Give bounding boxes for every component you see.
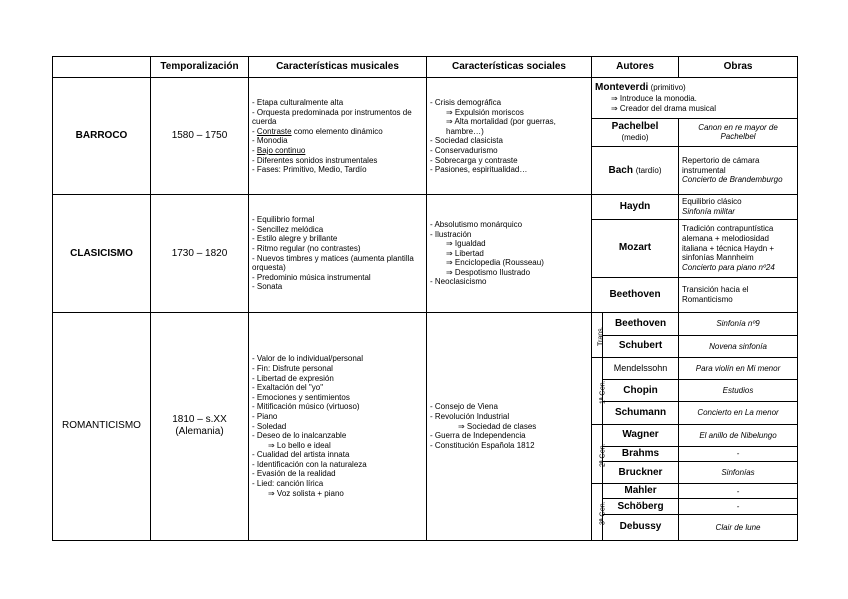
header-autores: Autores: [592, 57, 679, 78]
music-periods-table: [52, 56, 798, 541]
author-schoberg: Schöberg: [603, 499, 679, 514]
clasicismo-musical: - Equilibrio formal - Sencillez melódica - Estilo alegre y brillante - Ritmo regular (no contrastes) - Nuevos timbres y matices (aumenta plantilla orquesta) - Predominio música instrumental - Sonata: [249, 195, 427, 312]
era-barroco: BARROCO: [53, 78, 151, 195]
author-chopin: Chopin: [603, 380, 679, 402]
header-obras: Obras: [679, 57, 798, 78]
clasicismo-social: - Absolutismo monárquico - Ilustración ⇒ Igualdad ⇒ Libertad ⇒ Enciclopedia (Rousseau) ⇒ Despotismo Ilustrado - Neoclasicismo: [427, 195, 592, 312]
barroco-social: - Crisis demográfica ⇒ Expulsión moriscos ⇒ Alta mortalidad (por guerras, hambre…) - Sociedad clasicista - Conservadurismo - Sobrecarga y contraste - Pasiones, espiritualidad…: [427, 78, 592, 195]
barroco-period: 1580 – 1750: [151, 78, 249, 195]
author-brahms: Brahms: [603, 446, 679, 461]
header-temporalizacion: Temporalización: [151, 57, 249, 78]
work-beethoven: Sinfonía nº9: [679, 312, 798, 335]
author-mozart: Mozart: [592, 219, 679, 278]
group-trans: Trans.: [592, 312, 603, 357]
author-haydn: Haydn: [592, 195, 679, 219]
work-debussy: Clair de lune: [679, 514, 798, 540]
work-bach: Repertorio de cámara instrumental Concierto de Brandemburgo: [679, 146, 798, 195]
header-caracteristicas-sociales: Características sociales: [427, 57, 592, 78]
work-pachelbel: Canon en re mayor de Pachelbel: [679, 118, 798, 146]
group-3-gen: 3ª Gen.: [592, 484, 603, 541]
header-caracteristicas-musicales: Características musicales: [249, 57, 427, 78]
work-chopin: Estudios: [679, 380, 798, 402]
work-mendelssohn: Para violín en Mi menor: [679, 358, 798, 380]
author-schubert: Schubert: [603, 335, 679, 357]
work-mahler: -: [679, 484, 798, 499]
author-beethoven-clasicismo: Beethoven: [592, 278, 679, 312]
author-schumann: Schumann: [603, 402, 679, 424]
author-wagner: Wagner: [603, 424, 679, 446]
header-era: [53, 57, 151, 78]
header-row: [53, 57, 798, 78]
work-schoberg: -: [679, 499, 798, 514]
romanticismo-social: - Consejo de Viena - Revolución Industrial ⇒ Sociedad de clases - Guerra de Independencia - Constitución Española 1812: [427, 312, 592, 540]
era-clasicismo: CLASICISMO: [53, 195, 151, 312]
author-bach: Bach (tardío): [592, 146, 679, 195]
author-monteverdi: Monteverdi (primitivo) ⇒ Introduce la monodia. ⇒ Creador del drama musical: [592, 78, 798, 118]
work-beethoven-clasicismo: Transición hacia el Romanticismo: [679, 278, 798, 312]
author-mendelssohn: Mendelssohn: [603, 358, 679, 380]
group-1-gen: 1ª Gen.: [592, 358, 603, 425]
work-haydn: Equilibrio clásico Sinfonía militar: [679, 195, 798, 219]
clasicismo-period: 1730 – 1820: [151, 195, 249, 312]
romanticismo-period: 1810 – s.XX (Alemania): [151, 312, 249, 540]
author-bruckner: Bruckner: [603, 462, 679, 484]
author-debussy: Debussy: [603, 514, 679, 540]
group-2-gen: 2ª Gen.: [592, 424, 603, 484]
author-pachelbel: Pachelbel (medio): [592, 118, 679, 146]
work-bruckner: Sinfonías: [679, 462, 798, 484]
work-mozart: Tradición contrapuntística alemana + melodiosidad italiana + técnica Haydn + sinfonías Mannheim Concierto para piano nº24: [679, 219, 798, 278]
author-mahler: Mahler: [603, 484, 679, 499]
barroco-musical: - Etapa culturalmente alta - Orquesta predominada por instrumentos de cuerda - Contraste como elemento dinámico - Monodia - Bajo continuo - Diferentes sonidos instrumentales - Fases: Primitivo, Medio, Tardío: [249, 78, 427, 195]
romanticismo-musical: - Valor de lo individual/personal - Fin: Disfrute personal - Libertad de expresión - Exaltación del "yo" - Emociones y sentimientos - Mitificación músico (virtuoso) - Piano - Soledad - Deseo de lo inalcanzable ⇒ Lo bello e ideal - Cualidad del artista innata - Identificación con la naturaleza - Evasión de la realidad - Lied: canción lírica ⇒ Voz solista + piano: [249, 312, 427, 540]
work-wagner: El anillo de Nibelungo: [679, 424, 798, 446]
work-brahms: -: [679, 446, 798, 461]
era-romanticismo: ROMANTICISMO: [53, 312, 151, 540]
work-schumann: Concierto en La menor: [679, 402, 798, 424]
work-schubert: Novena sinfonía: [679, 335, 798, 357]
author-beethoven: Beethoven: [603, 312, 679, 335]
